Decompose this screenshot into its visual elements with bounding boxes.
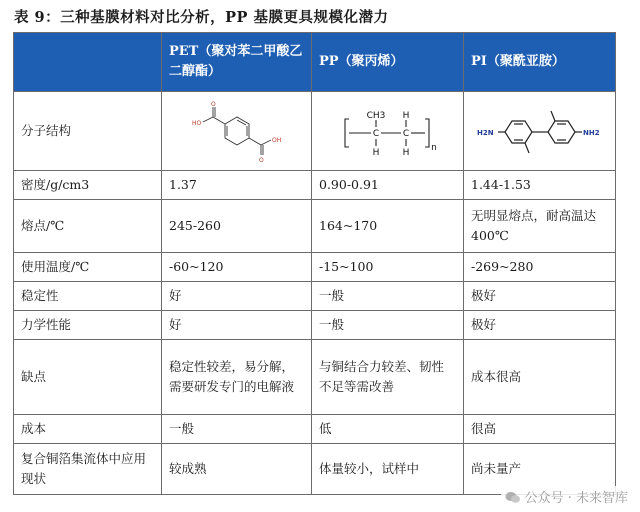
watermark [501,486,632,507]
pet-value: 245-260 [162,200,312,253]
header-empty [14,33,162,92]
pi-h2n-label: H2N [477,129,494,137]
table-row [14,200,616,253]
header-pet: PET（聚对苯二甲酸乙二醇酯） [162,33,312,92]
pi-nh2-label: NH2 [583,129,600,137]
pet-o2-label: O [259,157,264,163]
table-row [14,92,616,171]
pp-c2-label: C [402,129,410,139]
comparison-table [13,32,616,495]
table-caption: 表 9：三种基膜材料对比分析，PP 基膜更具规模化潜力 [14,9,389,26]
row-label: 成本 [14,415,162,444]
pet-value: 较成熟 [162,444,312,495]
pp-value: -15~100 [312,253,464,282]
pp-h3-label: H [402,148,410,158]
pi-value: 尚未量产 [464,444,616,495]
table-row [14,171,616,200]
pet-value: 好 [162,282,312,311]
row-label: 密度/g/cm3 [14,171,162,200]
pet-value: -60~120 [162,253,312,282]
pet-value: 1.37 [162,171,312,200]
table-row [14,415,616,444]
header-pp: PP（聚丙烯） [312,33,464,92]
pp-c1-label: C [372,129,380,139]
pp-h1-label: H [402,111,410,121]
pp-n-label: n [431,143,437,153]
pet-value: 好 [162,311,312,340]
pet-value: 一般 [162,415,312,444]
pp-molecule-image [319,99,455,163]
pi-structure [464,92,616,171]
header-row [14,33,616,92]
row-label: 力学性能 [14,311,162,340]
pp-h2-label: H [372,148,380,158]
table-row [14,282,616,311]
pp-value: 164~170 [312,200,464,253]
pp-value: 与铜结合力较差、韧性不足等需改善 [312,340,464,415]
pi-molecule-image [471,99,609,163]
pp-value: 低 [312,415,464,444]
pet-o1-label: O [211,101,216,108]
pi-value: 极好 [464,311,616,340]
pp-value: 一般 [312,311,464,340]
pi-value: 成本很高 [464,340,616,415]
table-row [14,340,616,415]
pp-ch3-label: CH3 [366,111,386,121]
table-row [14,311,616,340]
pi-value: 很高 [464,415,616,444]
pp-value: 0.90-0.91 [312,171,464,200]
pp-structure [312,92,464,171]
pi-value: -269~280 [464,253,616,282]
header-pi: PI（聚酰亚胺） [464,33,616,92]
wechat-icon [505,491,521,504]
row-label: 分子结构 [14,92,162,171]
pet-oh-label: OH [272,137,282,144]
pet-structure [162,92,312,171]
pi-value: 无明显熔点，耐高温达 400℃ [464,200,616,253]
row-label: 使用温度/℃ [14,253,162,282]
row-label: 复合铜箔集流体中应用现状 [14,444,162,495]
row-label: 熔点/℃ [14,200,162,253]
pi-value: 极好 [464,282,616,311]
row-label: 缺点 [14,340,162,415]
pp-value: 一般 [312,282,464,311]
pet-molecule-image [169,99,305,163]
pet-ho-label: HO [192,120,202,127]
pet-value: 稳定性较差，易分解，需要研发专门的电解液 [162,340,312,415]
table-row [14,253,616,282]
pi-value: 1.44-1.53 [464,171,616,200]
pp-value: 体量较小，试样中 [312,444,464,495]
row-label: 稳定性 [14,282,162,311]
watermark-text: 公众号 · 未来智库 [524,491,628,506]
